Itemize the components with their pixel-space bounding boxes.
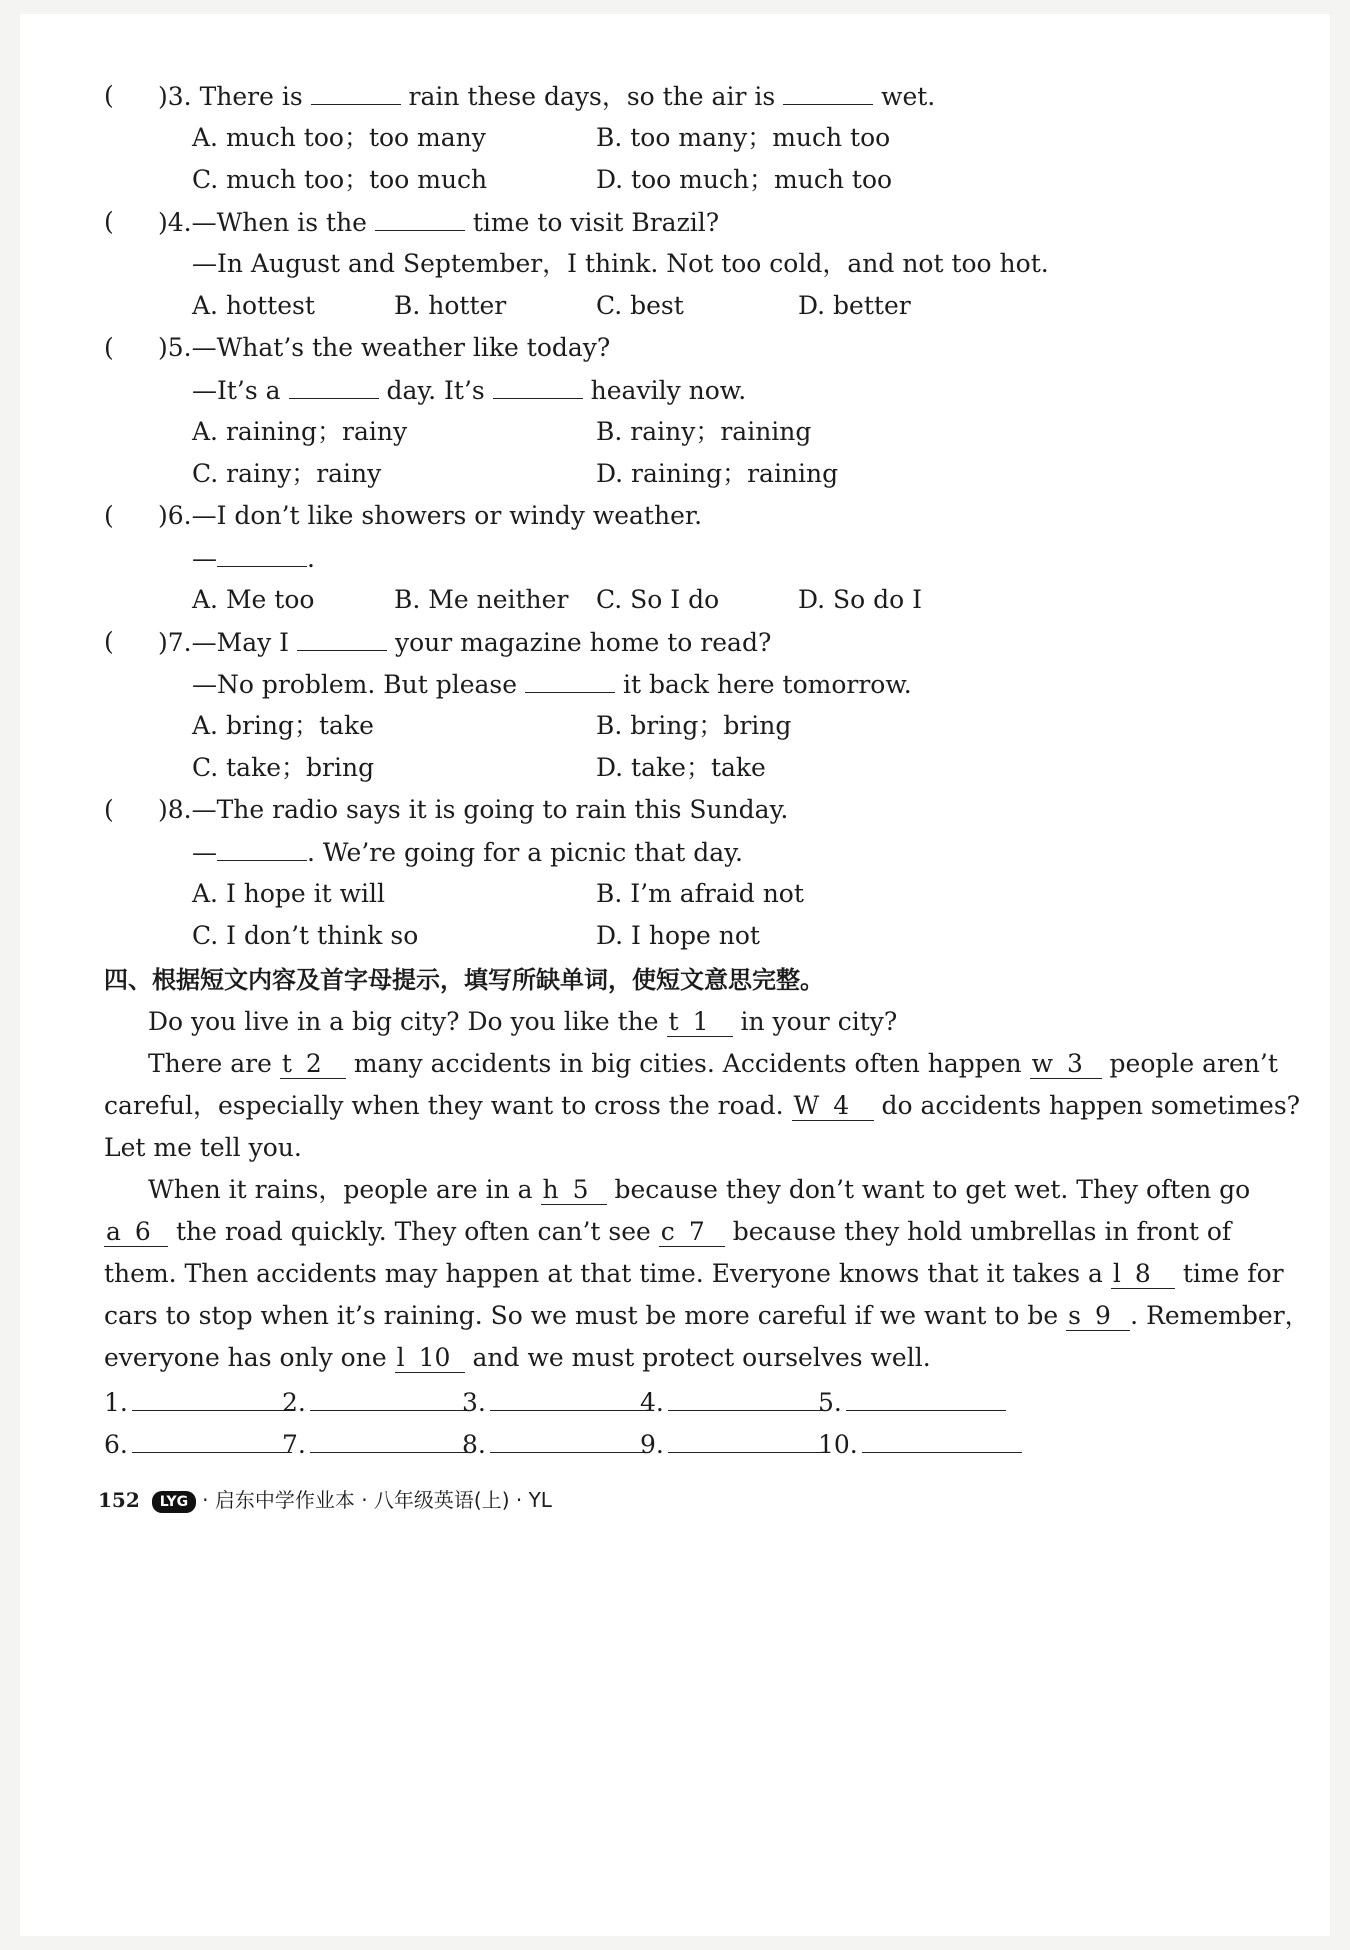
option-b: B. too many；much too bbox=[596, 123, 891, 152]
passage-line: a 6 the road quickly. They often can’t see c 7 because they hold umbrellas in front of bbox=[106, 1217, 1232, 1246]
answer-line-2[interactable]: 2. bbox=[282, 1386, 470, 1419]
option-c: C. rainy；rainy bbox=[192, 459, 382, 488]
blank[interactable] bbox=[289, 374, 379, 399]
answer-line-7[interactable]: 7. bbox=[282, 1428, 470, 1461]
option-c: C. best bbox=[596, 291, 684, 320]
answer-paren[interactable]: ( bbox=[104, 81, 114, 110]
hint-blank-3[interactable]: w 3 bbox=[1030, 1050, 1102, 1079]
hint-blank-9[interactable]: s 9 bbox=[1066, 1302, 1130, 1331]
option-a: A. hottest bbox=[192, 291, 315, 320]
option-d: D. too much；much too bbox=[596, 165, 893, 194]
passage-line: Let me tell you. bbox=[104, 1133, 302, 1162]
passage-line: Do you live in a big city? Do you like the t 1 in your city? bbox=[148, 1007, 898, 1036]
option-a: A. raining；rainy bbox=[192, 417, 408, 446]
hint-blank-10[interactable]: l 10 bbox=[395, 1344, 465, 1373]
question-5-stem: )5.—What’s the weather like today? bbox=[158, 333, 611, 362]
question-4-reply: —In August and September，I think. Not too cold，and not too hot. bbox=[192, 249, 1049, 278]
question-8-reply: — . We’re going for a picnic that day. bbox=[192, 838, 743, 867]
answer-paren[interactable]: ( bbox=[104, 207, 114, 236]
question-4-stem: )4.—When is the time to visit Brazil? bbox=[158, 208, 720, 237]
option-d: D. take；take bbox=[596, 753, 766, 782]
hint-blank-8[interactable]: l 8 bbox=[1111, 1260, 1175, 1289]
blank[interactable] bbox=[217, 836, 307, 861]
question-7-reply: —No problem. But please it back here tomorrow. bbox=[192, 670, 912, 699]
passage-line: cars to stop when it’s raining. So we must be more careful if we want to be s 9 . Remember， bbox=[104, 1301, 1310, 1330]
question-7-stem: )7.—May I your magazine home to read? bbox=[158, 628, 772, 657]
book-title: · 启东中学作业本 · 八年级英语(上) · YL bbox=[202, 1488, 552, 1512]
blank[interactable] bbox=[525, 668, 615, 693]
answer-line-1[interactable]: 1. bbox=[104, 1386, 292, 1419]
option-a: A. much too；too many bbox=[192, 123, 486, 152]
option-d: D. I hope not bbox=[596, 921, 760, 950]
answer-line-9[interactable]: 9. bbox=[640, 1428, 828, 1461]
passage-line: When it rains，people are in a h 5 because they don’t want to get wet. They often go bbox=[148, 1175, 1251, 1204]
answer-line-4[interactable]: 4. bbox=[640, 1386, 828, 1419]
option-d: D. So do I bbox=[798, 585, 923, 614]
option-c: C. much too；too much bbox=[192, 165, 488, 194]
worksheet-page bbox=[20, 14, 1330, 1936]
page-footer bbox=[98, 1484, 552, 1516]
option-c: C. So I do bbox=[596, 585, 720, 614]
section-title: 四、根据短文内容及首字母提示，填写所缺单词，使短文意思完整。 bbox=[104, 966, 824, 994]
answer-paren[interactable]: ( bbox=[104, 501, 114, 530]
hint-blank-1[interactable]: t 1 bbox=[667, 1008, 733, 1037]
option-c: C. I don’t think so bbox=[192, 921, 419, 950]
option-b: B. Me neither bbox=[394, 585, 569, 614]
option-d: D. better bbox=[798, 291, 911, 320]
answer-paren[interactable]: ( bbox=[104, 795, 114, 824]
option-b: B. hotter bbox=[394, 291, 507, 320]
hint-blank-4[interactable]: W 4 bbox=[792, 1092, 874, 1121]
option-b: B. rainy；raining bbox=[596, 417, 812, 446]
option-c: C. take；bring bbox=[192, 753, 375, 782]
option-a: A. Me too bbox=[192, 585, 315, 614]
passage-line: everyone has only one l 10 and we must protect ourselves well. bbox=[104, 1343, 931, 1372]
answer-paren[interactable]: ( bbox=[104, 333, 114, 362]
answer-line-3[interactable]: 3. bbox=[462, 1386, 650, 1419]
answer-line-10[interactable]: 10. bbox=[818, 1428, 1022, 1461]
option-a: A. bring；take bbox=[192, 711, 374, 740]
blank[interactable] bbox=[375, 206, 465, 231]
blank[interactable] bbox=[783, 80, 873, 105]
publisher-logo: LYG bbox=[152, 1491, 196, 1513]
option-a: A. I hope it will bbox=[192, 879, 386, 908]
hint-blank-6[interactable]: a 6 bbox=[104, 1218, 168, 1247]
answer-line-6[interactable]: 6. bbox=[104, 1428, 292, 1461]
question-5-reply: —It’s a day. It’s heavily now. bbox=[192, 376, 747, 405]
option-d: D. raining；raining bbox=[596, 459, 839, 488]
question-6-reply: — . bbox=[192, 544, 315, 573]
question-6-stem: )6.—I don’t like showers or windy weather. bbox=[158, 501, 703, 530]
question-3-stem: )3. There is rain these days，so the air is wet. bbox=[158, 82, 936, 111]
passage-line: them. Then accidents may happen at that time. Everyone knows that it takes a l 8 time for bbox=[104, 1259, 1284, 1288]
passage-line: careful，especially when they want to cross the road. W 4 do accidents happen sometimes? bbox=[104, 1091, 1301, 1120]
hint-blank-5[interactable]: h 5 bbox=[541, 1176, 607, 1205]
blank[interactable] bbox=[217, 542, 307, 567]
hint-blank-7[interactable]: c 7 bbox=[659, 1218, 725, 1247]
question-8-stem: )8.—The radio says it is going to rain this Sunday. bbox=[158, 795, 789, 824]
answer-paren[interactable]: ( bbox=[104, 627, 114, 656]
passage-line: There are t 2 many accidents in big cities. Accidents often happen w 3 people aren’t bbox=[148, 1049, 1278, 1078]
hint-blank-2[interactable]: t 2 bbox=[280, 1050, 346, 1079]
option-b: B. I’m afraid not bbox=[596, 879, 804, 908]
blank[interactable] bbox=[311, 80, 401, 105]
answer-line-5[interactable]: 5. bbox=[818, 1386, 1006, 1419]
answer-line-8[interactable]: 8. bbox=[462, 1428, 650, 1461]
blank[interactable] bbox=[297, 626, 387, 651]
option-b: B. bring；bring bbox=[596, 711, 792, 740]
page-number: 152 bbox=[98, 1488, 140, 1512]
blank[interactable] bbox=[493, 374, 583, 399]
